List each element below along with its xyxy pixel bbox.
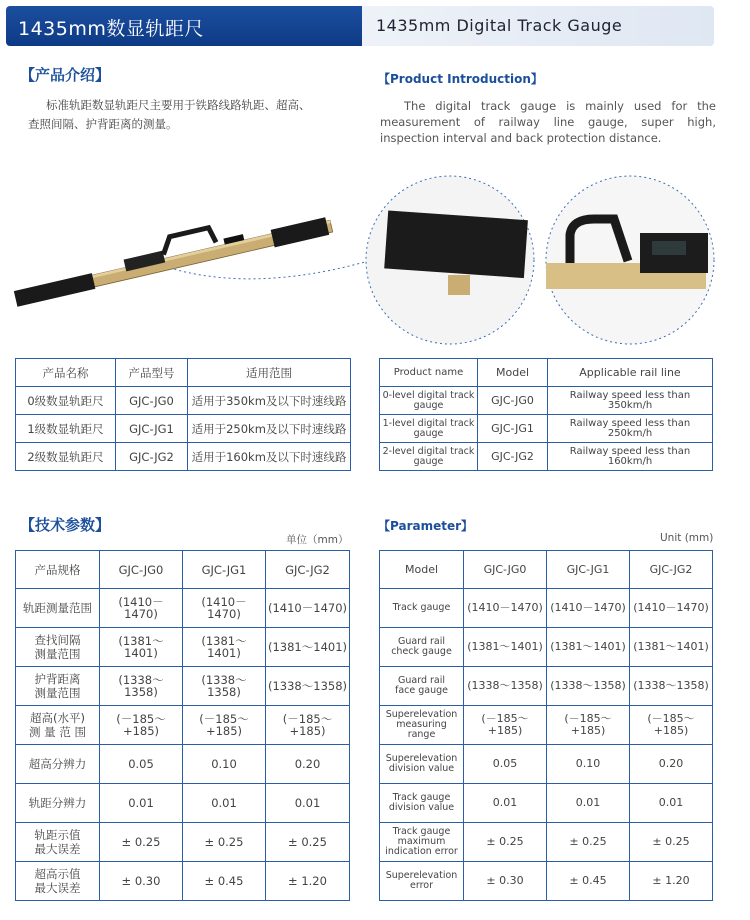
param-cn-label: 超高(水平) 测 量 范 围 [16,706,100,745]
product-table-cn [15,358,351,471]
param-cn-label: 轨距分辨力 [16,784,100,823]
param-cn-value: (－185～+185) [183,706,266,745]
param-cn-label: 轨距测量范围 [16,589,100,628]
param-cn-row [16,667,350,706]
param-cn-header: GJC-JG1 [183,551,266,589]
param-cn-label: 护背距离 测量范围 [16,667,100,706]
product-cn-header: 适用范围 [188,359,351,387]
param-en-label: Superelevation measuring range [380,706,464,745]
intro-text-en: The digital track gauge is mainly used for the measurement of railway line gauge, super high, inspection interval and back protection distance. [380,99,716,145]
param-table-en [379,550,713,901]
param-en-row [380,745,713,784]
param-cn-value: ± 1.20 [266,862,350,901]
product-cn-cell: GJC-JG1 [116,415,188,443]
param-en-row [380,706,713,745]
param-en-row [380,667,713,706]
product-table-en [379,358,713,471]
product-en-cell: 0-level digital track gauge [380,387,478,415]
param-en-value: (1338～1358) [630,667,713,706]
param-cn-value: 0.20 [266,745,350,784]
param-cn-value: 0.01 [100,784,183,823]
product-en-cell: GJC-JG0 [478,387,548,415]
param-heading-cn: 【技术参数】 [20,516,111,534]
param-en-value: ± 1.20 [630,862,713,901]
param-en-label: Track gauge maximum indication error [380,823,464,862]
product-en-cell: Railway speed less than 250km/h [548,415,713,443]
param-cn-value: (1381～1401) [266,628,350,667]
product-en-cell: GJC-JG2 [478,443,548,471]
param-en-value: (1381～1401) [630,628,713,667]
param-en-row [380,589,713,628]
param-cn-value: (1338～1358) [266,667,350,706]
param-cn-value: (1410－1470) [100,589,183,628]
param-cn-value: (－185～+185) [100,706,183,745]
param-en-header: GJC-JG2 [630,551,713,589]
param-en-row [380,784,713,823]
intro-text-cn-2: 查照间隔、护背距离的测量。 [28,117,178,131]
param-cn-value: (1410－1470) [266,589,350,628]
product-en-header: Model [478,359,548,387]
product-cn-cell: 适用于250km及以下时速线路 [188,415,351,443]
param-en-value: ± 0.25 [547,823,630,862]
param-cn-value: ± 0.25 [183,823,266,862]
intro-text-cn-1: 标准轨距数显轨距尺主要用于铁路线路轨距、超高、 [46,98,311,112]
product-en-cell: Railway speed less than 160km/h [548,443,713,471]
param-cn-row [16,628,350,667]
param-cn-value: (－185～+185) [266,706,350,745]
param-en-value: 0.05 [464,745,547,784]
param-en-label: Track gauge division value [380,784,464,823]
param-cn-value: ± 0.30 [100,862,183,901]
product-en-cell: 2-level digital track gauge [380,443,478,471]
param-en-value: ± 0.45 [547,862,630,901]
product-cn-cell: 适用于160km及以下时速线路 [188,443,351,471]
param-cn-header: GJC-JG2 [266,551,350,589]
intro-heading-cn: 【产品介绍】 [20,66,111,84]
param-en-row [380,628,713,667]
param-en-value: 0.01 [547,784,630,823]
param-en-value: (1338～1358) [464,667,547,706]
product-cn-cell: 1级数显轨距尺 [16,415,116,443]
param-heading-en: 【Parameter】 [378,519,474,533]
product-cn-header: 产品名称 [16,359,116,387]
intro-heading-en: 【Product Introduction】 [378,72,543,86]
param-cn-value: (1381～1401) [183,628,266,667]
param-en-label: Guard rail face gauge [380,667,464,706]
param-en-row [380,823,713,862]
title-cn-banner [6,6,362,46]
param-cn-header: GJC-JG0 [100,551,183,589]
product-cn-cell: 适用于350km及以下时速线路 [188,387,351,415]
param-en-label: Superelevation division value [380,745,464,784]
param-en-value: (1410－1470) [630,589,713,628]
param-en-value: (－185～+185) [547,706,630,745]
param-cn-row [16,784,350,823]
param-en-header: GJC-JG1 [547,551,630,589]
param-cn-header: 产品规格 [16,551,100,589]
param-cn-value: ± 0.45 [183,862,266,901]
param-en-header: GJC-JG0 [464,551,547,589]
param-cn-label: 查找间隔 测量范围 [16,628,100,667]
product-en-header: Applicable rail line [548,359,713,387]
param-cn-label: 超高分辨力 [16,745,100,784]
product-en-header: Product name [380,359,478,387]
param-en-value: 0.01 [464,784,547,823]
param-en-value: (－185～+185) [630,706,713,745]
param-cn-value: (1381～1401) [100,628,183,667]
unit-cn: 单位（mm） [286,534,349,546]
param-cn-value: 0.01 [266,784,350,823]
product-en-cell: Railway speed less than 350km/h [548,387,713,415]
product-cn-cell: GJC-JG0 [116,387,188,415]
param-en-value: (1338～1358) [547,667,630,706]
param-cn-row [16,745,350,784]
param-table-cn [15,550,350,901]
param-en-label: Superelevation error [380,862,464,901]
param-cn-value: (1338～1358) [183,667,266,706]
param-cn-value: 0.05 [100,745,183,784]
param-en-value: (1381～1401) [464,628,547,667]
param-cn-value: 0.10 [183,745,266,784]
param-en-value: 0.01 [630,784,713,823]
param-en-row [380,862,713,901]
title-en: 1435mm Digital Track Gauge [376,16,623,35]
param-en-value: 0.10 [547,745,630,784]
param-cn-label: 超高示值 最大误差 [16,862,100,901]
param-en-value: (－185～+185) [464,706,547,745]
product-cn-cell: GJC-JG2 [116,443,188,471]
title-cn: 1435mm数显轨距尺 [18,18,204,40]
product-en-cell: 1-level digital track gauge [380,415,478,443]
param-cn-value: (1338～1358) [100,667,183,706]
param-en-value: 0.20 [630,745,713,784]
param-en-value: ± 0.25 [464,823,547,862]
title-en-banner [362,6,714,46]
param-cn-value: ± 0.25 [266,823,350,862]
param-en-header: Model [380,551,464,589]
param-cn-value: 0.01 [183,784,266,823]
product-cn-header: 产品型号 [116,359,188,387]
param-cn-label: 轨距示值 最大误差 [16,823,100,862]
param-cn-value: (1410－1470) [183,589,266,628]
param-cn-row [16,589,350,628]
param-en-value: (1410－1470) [464,589,547,628]
param-cn-row [16,862,350,901]
param-en-value: ± 0.30 [464,862,547,901]
product-en-cell: GJC-JG1 [478,415,548,443]
product-cn-cell: 0级数显轨距尺 [16,387,116,415]
product-cn-cell: 2级数显轨距尺 [16,443,116,471]
param-cn-row [16,706,350,745]
param-cn-row [16,823,350,862]
param-en-value: (1381～1401) [547,628,630,667]
param-en-label: Guard rail check gauge [380,628,464,667]
detail-circle-left [362,175,542,355]
param-en-label: Track gauge [380,589,464,628]
track-gauge-image [10,180,370,350]
param-en-value: (1410－1470) [547,589,630,628]
param-en-value: ± 0.25 [630,823,713,862]
param-cn-value: ± 0.25 [100,823,183,862]
unit-en: Unit (mm) [660,532,714,544]
detail-circle-right [540,175,720,355]
